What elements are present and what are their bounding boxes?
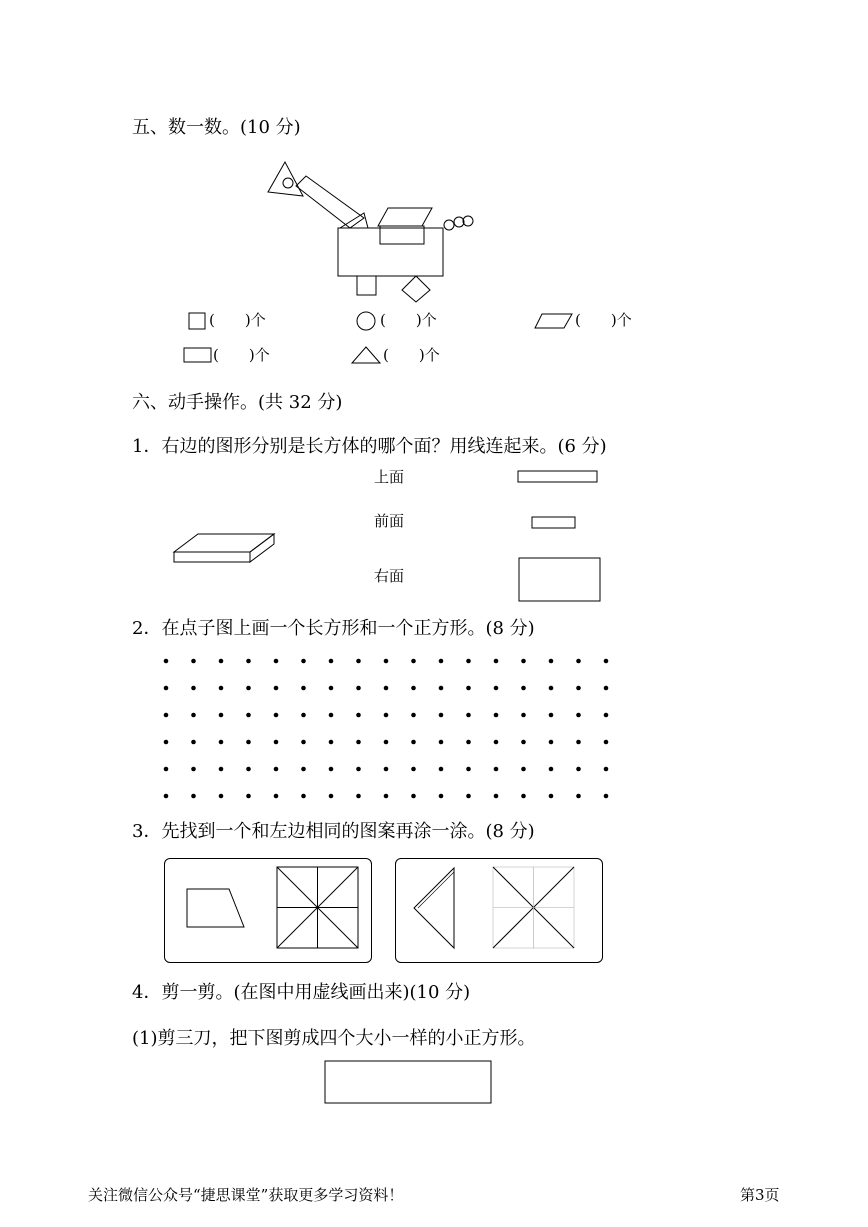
grid-dot[interactable] xyxy=(191,713,196,718)
grid-dot[interactable] xyxy=(164,740,169,745)
label-top-face: 上面 xyxy=(374,468,405,486)
parallelogram-count-blank[interactable]: ( )个 xyxy=(575,311,632,329)
grid-dot[interactable] xyxy=(356,767,361,772)
grid-dot[interactable] xyxy=(274,794,279,799)
grid-dot[interactable] xyxy=(191,794,196,799)
grid-dot[interactable] xyxy=(521,659,526,664)
grid-dot[interactable] xyxy=(439,713,444,718)
q2-text: 2．在点子图上画一个长方形和一个正方形。(8 分) xyxy=(132,618,535,639)
grid-dot[interactable] xyxy=(301,659,306,664)
grid-dot[interactable] xyxy=(494,794,499,799)
grid-dot[interactable] xyxy=(246,767,251,772)
page-number: 第3页 xyxy=(740,1186,780,1204)
grid-dot[interactable] xyxy=(604,713,609,718)
grid-dot[interactable] xyxy=(274,713,279,718)
grid-dot[interactable] xyxy=(191,740,196,745)
q4-text: 4．剪一剪。(在图中用虚线画出来)(10 分) xyxy=(132,982,471,1003)
cut-rectangle[interactable] xyxy=(324,1060,494,1106)
grid-dot[interactable] xyxy=(384,713,389,718)
grid-dot[interactable] xyxy=(549,686,554,691)
grid-dot[interactable] xyxy=(219,659,224,664)
grid-dot[interactable] xyxy=(494,767,499,772)
grid-dot[interactable] xyxy=(494,686,499,691)
grid-dot[interactable] xyxy=(411,713,416,718)
grid-dot[interactable] xyxy=(329,686,334,691)
grid-dot[interactable] xyxy=(246,794,251,799)
grid-dot[interactable] xyxy=(329,713,334,718)
grid-dot[interactable] xyxy=(329,794,334,799)
square-count-blank[interactable]: ( )个 xyxy=(209,311,266,329)
grid-dot[interactable] xyxy=(521,767,526,772)
grid-dot[interactable] xyxy=(604,794,609,799)
star-grid-2[interactable] xyxy=(492,866,576,950)
grid-dot[interactable] xyxy=(164,713,169,718)
grid-dot[interactable] xyxy=(274,659,279,664)
trapezoid-shape xyxy=(185,887,247,929)
grid-dot[interactable] xyxy=(466,794,471,799)
grid-dot[interactable] xyxy=(274,686,279,691)
grid-dot[interactable] xyxy=(521,713,526,718)
grid-dot[interactable] xyxy=(576,686,581,691)
grid-dot[interactable] xyxy=(274,767,279,772)
label-front-face: 前面 xyxy=(374,512,405,530)
grid-dot[interactable] xyxy=(246,740,251,745)
grid-dot[interactable] xyxy=(191,659,196,664)
grid-dot[interactable] xyxy=(164,767,169,772)
grid-dot[interactable] xyxy=(604,686,609,691)
grid-dot[interactable] xyxy=(521,740,526,745)
grid-dot[interactable] xyxy=(604,767,609,772)
grid-dot[interactable] xyxy=(466,767,471,772)
grid-dot[interactable] xyxy=(301,794,306,799)
grid-dot[interactable] xyxy=(219,794,224,799)
label-right-face: 右面 xyxy=(374,567,405,585)
grid-dot[interactable] xyxy=(329,740,334,745)
grid-dot[interactable] xyxy=(191,686,196,691)
grid-dot[interactable] xyxy=(439,740,444,745)
grid-dot[interactable] xyxy=(521,794,526,799)
grid-dot[interactable] xyxy=(219,686,224,691)
grid-dot[interactable] xyxy=(274,740,279,745)
grid-dot[interactable] xyxy=(191,767,196,772)
rectangle-count-blank[interactable]: ( )个 xyxy=(213,346,270,364)
grid-dot[interactable] xyxy=(604,659,609,664)
grid-dot[interactable] xyxy=(384,659,389,664)
grid-dot[interactable] xyxy=(356,794,361,799)
grid-dot[interactable] xyxy=(301,740,306,745)
grid-dot[interactable] xyxy=(411,740,416,745)
star-grid-1[interactable] xyxy=(276,866,360,950)
q1-text: 1．右边的图形分别是长方体的哪个面？用线连起来。(6 分) xyxy=(132,436,607,457)
grid-dot[interactable] xyxy=(439,794,444,799)
circle-count-blank[interactable]: ( )个 xyxy=(380,311,437,329)
section5-title: 五、数一数。(10 分) xyxy=(132,117,301,138)
footer-promo: 关注微信公众号“捷思课堂”获取更多学习资料！ xyxy=(88,1186,404,1204)
grid-dot[interactable] xyxy=(466,686,471,691)
grid-dot[interactable] xyxy=(466,740,471,745)
grid-dot[interactable] xyxy=(494,659,499,664)
grid-dot[interactable] xyxy=(246,659,251,664)
grid-dot[interactable] xyxy=(301,713,306,718)
grid-dot[interactable] xyxy=(219,713,224,718)
q3-text: 3．先找到一个和左边相同的图案再涂一涂。(8 分) xyxy=(132,821,535,842)
grid-dot[interactable] xyxy=(439,686,444,691)
grid-dot[interactable] xyxy=(466,659,471,664)
grid-dot[interactable] xyxy=(411,659,416,664)
grid-dot[interactable] xyxy=(576,713,581,718)
grid-dot[interactable] xyxy=(246,713,251,718)
grid-dot[interactable] xyxy=(576,659,581,664)
grid-dot[interactable] xyxy=(164,686,169,691)
grid-dot[interactable] xyxy=(549,713,554,718)
grid-dot[interactable] xyxy=(384,686,389,691)
grid-dot[interactable] xyxy=(356,686,361,691)
grid-dot[interactable] xyxy=(411,794,416,799)
grid-dot[interactable] xyxy=(384,767,389,772)
grid-dot[interactable] xyxy=(549,740,554,745)
grid-dot[interactable] xyxy=(301,686,306,691)
grid-dot[interactable] xyxy=(356,713,361,718)
grid-dot[interactable] xyxy=(521,686,526,691)
grid-dot[interactable] xyxy=(549,794,554,799)
grid-dot[interactable] xyxy=(301,767,306,772)
grid-dot[interactable] xyxy=(384,794,389,799)
grid-dot[interactable] xyxy=(604,740,609,745)
grid-dot[interactable] xyxy=(246,686,251,691)
triangle-shape xyxy=(412,866,456,950)
grid-dot[interactable] xyxy=(576,794,581,799)
grid-dot[interactable] xyxy=(219,767,224,772)
grid-dot[interactable] xyxy=(549,767,554,772)
section6-title: 六、动手操作。(共 32 分) xyxy=(132,392,343,413)
triangle-count-blank[interactable]: ( )个 xyxy=(383,346,440,364)
grid-dot[interactable] xyxy=(439,767,444,772)
grid-dot[interactable] xyxy=(466,713,471,718)
grid-dot[interactable] xyxy=(494,740,499,745)
grid-dot[interactable] xyxy=(164,659,169,664)
grid-dot[interactable] xyxy=(219,740,224,745)
grid-dot[interactable] xyxy=(439,659,444,664)
grid-dot[interactable] xyxy=(494,713,499,718)
grid-dot[interactable] xyxy=(549,659,554,664)
grid-dot[interactable] xyxy=(576,767,581,772)
grid-dot[interactable] xyxy=(356,740,361,745)
q4-sub1-text: (1)剪三刀，把下图剪成四个大小一样的小正方形。 xyxy=(132,1028,536,1049)
grid-dot[interactable] xyxy=(329,659,334,664)
grid-dot[interactable] xyxy=(411,767,416,772)
grid-dot[interactable] xyxy=(576,740,581,745)
grid-dot[interactable] xyxy=(329,767,334,772)
grid-dot[interactable] xyxy=(384,740,389,745)
grid-dot[interactable] xyxy=(411,686,416,691)
grid-dot[interactable] xyxy=(356,659,361,664)
grid-dot[interactable] xyxy=(164,794,169,799)
